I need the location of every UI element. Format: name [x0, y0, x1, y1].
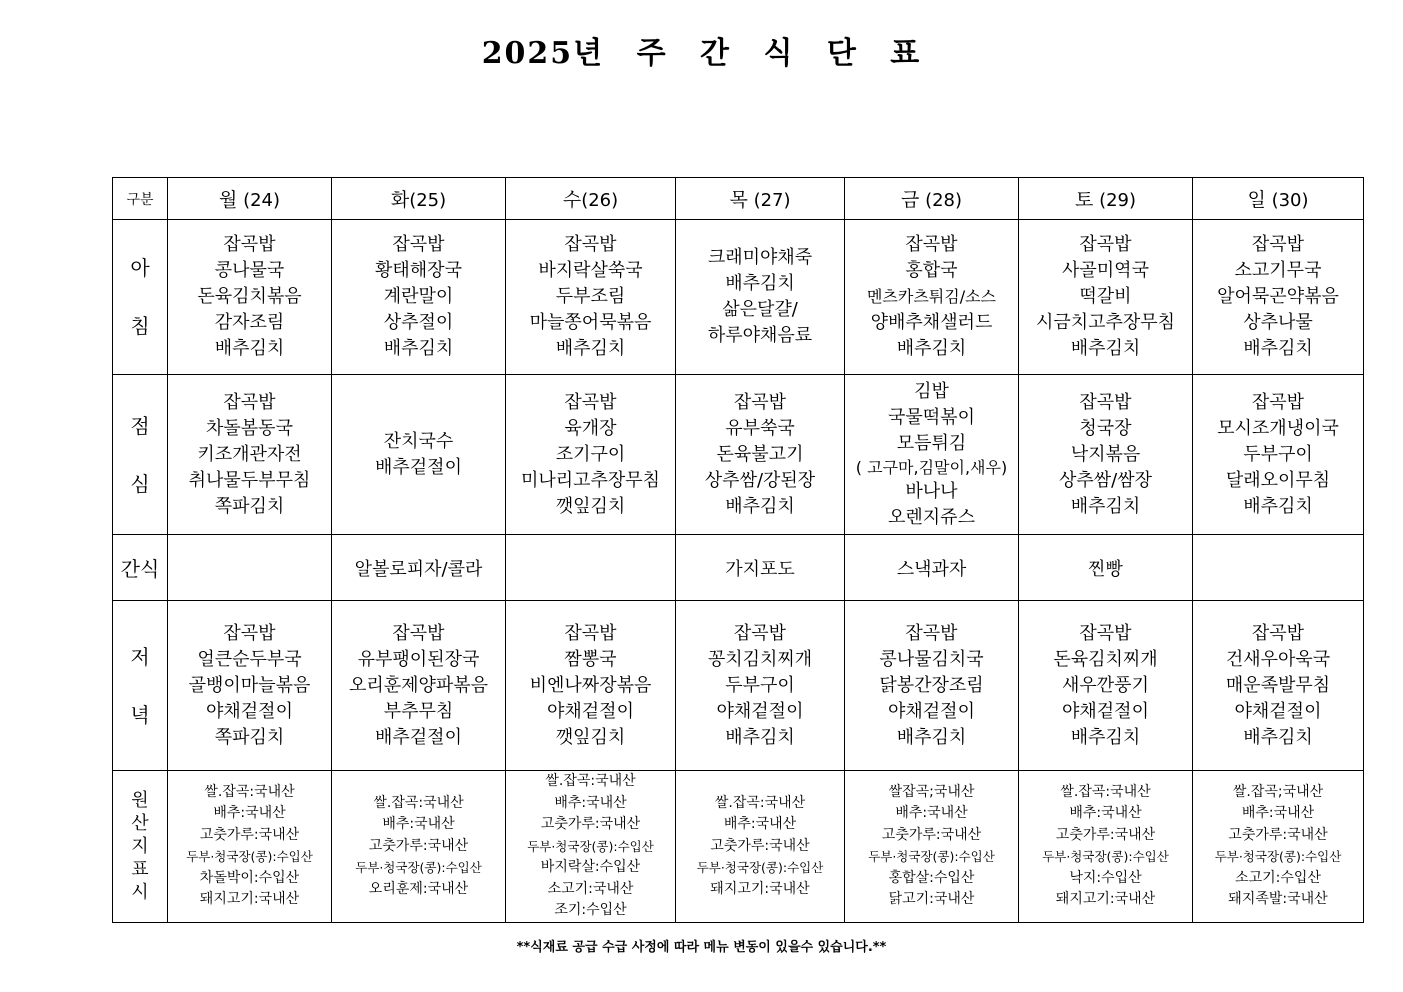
origin-row [113, 771, 1364, 923]
menu-item: 육개장 [564, 417, 617, 439]
row-label-char: 침 [130, 314, 150, 338]
breakfast-cell [676, 220, 845, 375]
menu-item: 잡곡밥 [1079, 622, 1132, 644]
breakfast-cell [845, 220, 1019, 375]
row-label-char: 지 [131, 835, 149, 857]
origin-cell [845, 771, 1019, 923]
snack-cell: 스낵과자 [845, 535, 1019, 601]
origin-cell [676, 771, 845, 923]
menu-item: 꽁치김치찌개 [707, 648, 813, 670]
menu-item: 두부조림 [555, 286, 626, 307]
origin-item: 쌀잡곡;국내산 [888, 783, 975, 800]
row-label-char: 원 [131, 789, 149, 811]
lunch-cell [168, 375, 332, 535]
menu-item: 새우깐풍기 [1062, 674, 1149, 696]
origin-item: 닭고기:국내산 [888, 891, 975, 908]
day-header [1019, 178, 1193, 220]
dinner-cell [845, 601, 1019, 771]
menu-item: 야채겉절이 [716, 700, 804, 722]
weekly-menu-table [112, 177, 1364, 923]
menu-item: 야채겉절이 [1234, 700, 1322, 722]
snack-cell [1193, 535, 1364, 601]
menu-item: 바나나 [905, 480, 958, 502]
menu-item: 상추나물 [1243, 312, 1313, 333]
menu-item: 잡곡밥 [564, 234, 617, 255]
menu-item: 잔치국수 [383, 430, 454, 452]
menu-item: 배추김치 [896, 726, 967, 748]
menu-item: 배추김치 [725, 726, 795, 748]
menu-item: 하루야채음료 [707, 325, 813, 346]
menu-item: 깻잎김치 [555, 726, 626, 748]
menu-item: 달래오이무침 [1225, 469, 1331, 491]
origin-item: 고춧가루:국내산 [199, 826, 300, 843]
dinner-label [113, 601, 168, 771]
lunch-label [113, 375, 168, 535]
menu-item: 두부구이 [725, 674, 795, 696]
menu-item: 상추절이 [383, 312, 454, 333]
menu-item: 김밥 [914, 380, 949, 402]
menu-item: 모듬튀김 [896, 432, 967, 454]
menu-item: 콩나물김치국 [879, 648, 984, 670]
menu-item: 배추겉절이 [375, 726, 462, 748]
row-label-char: 표 [131, 858, 149, 880]
menu-item: ( 고구마,김말이,새우) [855, 457, 1008, 477]
menu-item: 배추김치 [1070, 338, 1141, 359]
snack-label: 간식 [113, 535, 168, 601]
origin-item: 쌀.잡곡:국내산 [545, 773, 636, 789]
menu-item: 소고기무국 [1234, 260, 1322, 281]
menu-item: 잡곡밥 [564, 622, 617, 644]
origin-label [113, 771, 168, 923]
menu-item: 낙지볶음 [1070, 443, 1141, 465]
menu-item: 배추김치 [1243, 338, 1313, 359]
menu-item: 배추김치 [214, 338, 285, 359]
snack-cell: 가지포도 [676, 535, 845, 601]
row-label-char: 녁 [130, 702, 150, 727]
menu-item: 잡곡밥 [905, 622, 958, 644]
dinner-cell [332, 601, 506, 771]
origin-item: 쌀.잡곡:국내산 [373, 794, 464, 811]
origin-item: 돼지족발:국내산 [1228, 891, 1328, 908]
breakfast-cell [332, 220, 506, 375]
dinner-cell [676, 601, 845, 771]
origin-item: 고춧가루:국내산 [710, 837, 810, 854]
origin-item: 홍합살:수입산 [888, 869, 975, 886]
origin-item: 돼지고기:국내산 [1055, 891, 1156, 908]
page-title: 2025년 주 간 식 단 표 [481, 36, 922, 71]
menu-item: 바지락살쑥국 [538, 260, 643, 281]
origin-item: 배추:국내산 [554, 794, 627, 811]
day-header [506, 178, 676, 220]
menu-item: 멘츠카츠튀김/소스 [866, 287, 997, 306]
origin-item: 돼지고기:국내산 [199, 891, 300, 908]
menu-item: 깻잎김치 [555, 495, 626, 517]
menu-item: 배추김치 [725, 495, 795, 517]
menu-item: 황태해장국 [375, 260, 462, 281]
day-date: (25) [409, 190, 447, 211]
menu-item: 닭봉간장조림 [879, 674, 984, 696]
menu-item: 유부쑥국 [725, 417, 795, 439]
breakfast-cell [168, 220, 332, 375]
origin-item: 고춧가루:국내산 [540, 816, 641, 832]
menu-item: 청국장 [1079, 417, 1132, 439]
day-header [676, 178, 845, 220]
breakfast-cell [506, 220, 676, 375]
footnote: **식재료 공급 수급 사정에 따라 메뉴 변동이 있을수 있습니다.** [516, 940, 887, 955]
menu-item: 잡곡밥 [1251, 391, 1305, 413]
menu-item: 잡곡밥 [223, 391, 276, 413]
origin-item: 차돌박이:수입산 [199, 869, 300, 886]
origin-item: 배추:국내산 [1241, 805, 1315, 822]
origin-item: 두부·청국장(콩):수입산 [527, 838, 654, 854]
menu-item: 잡곡밥 [392, 234, 445, 255]
menu-item: 잡곡밥 [733, 622, 787, 644]
menu-item: 배추김치 [1070, 495, 1141, 517]
menu-item: 돈육김치찌개 [1053, 648, 1158, 670]
menu-item: 야채겉절이 [1062, 700, 1149, 722]
menu-item: 상추쌈/쌈장 [1058, 469, 1152, 491]
menu-item: 계란말이 [383, 286, 454, 307]
menu-item: 배추김치 [555, 338, 626, 359]
menu-item: 잡곡밥 [1079, 391, 1132, 413]
day-name: 월 [218, 189, 238, 211]
breakfast-cell [1193, 220, 1364, 375]
day-date: (24) [243, 190, 281, 211]
menu-item: 비엔나짜장볶음 [529, 674, 652, 696]
menu-item: 오리훈제양파볶음 [348, 674, 489, 696]
menu-item: 잡곡밥 [564, 391, 617, 413]
lunch-cell [1193, 375, 1364, 535]
menu-item: 국물떡볶이 [888, 406, 975, 428]
menu-item: 배추김치 [1243, 726, 1313, 748]
menu-item: 돈육불고기 [716, 443, 804, 465]
origin-item: 배추:국내산 [382, 816, 455, 832]
menu-item: 알어묵곤약볶음 [1217, 286, 1339, 307]
menu-item: 야채겉절이 [206, 700, 293, 722]
origin-item: 돼지고기:국내산 [710, 880, 810, 897]
origin-cell [1193, 771, 1364, 923]
origin-item: 소고기:국내산 [547, 880, 634, 897]
menu-item: 사골미역국 [1062, 260, 1149, 281]
origin-item: 바지락살:수입산 [540, 859, 641, 875]
menu-item: 얼큰순두부국 [197, 648, 302, 670]
day-name: 수 [562, 189, 582, 211]
origin-item: 배추:국내산 [1069, 805, 1142, 822]
lunch-row [113, 375, 1364, 535]
origin-item: 낙지:수입산 [1069, 869, 1142, 886]
snack-cell [506, 535, 676, 601]
breakfast-cell [1019, 220, 1193, 375]
origin-item: 두부·청국장(콩):수입산 [696, 860, 824, 875]
dinner-cell [1019, 601, 1193, 771]
origin-item: 고춧가루:국내산 [1228, 826, 1328, 843]
origin-item: 두부·청국장(콩):수입산 [186, 849, 313, 865]
menu-item: 마늘쫑어묵볶음 [529, 312, 652, 333]
origin-item: 두부·청국장(콩):수입산 [1214, 849, 1342, 865]
menu-item: 잡곡밥 [223, 622, 276, 644]
origin-item: 배추:국내산 [723, 816, 797, 832]
day-date: (30) [1271, 190, 1309, 211]
day-name: 화 [390, 189, 410, 211]
origin-cell [1019, 771, 1193, 923]
menu-item: 잡곡밥 [1251, 622, 1305, 644]
menu-item: 쪽파김치 [214, 495, 285, 517]
menu-item: 잡곡밥 [733, 391, 787, 413]
origin-item: 쌀.잡곡:국내산 [204, 783, 295, 800]
menu-item: 콩나물국 [214, 260, 285, 281]
day-header [168, 178, 332, 220]
day-name: 토 [1074, 189, 1094, 211]
day-name: 금 [900, 189, 920, 211]
origin-item: 고춧가루:국내산 [368, 837, 469, 854]
menu-item: 잡곡밥 [1079, 234, 1132, 255]
row-label-char: 심 [130, 471, 150, 496]
menu-item: 배추김치 [1243, 495, 1313, 517]
menu-item: 유부팽이된장국 [357, 648, 480, 670]
menu-item: 매운족발무침 [1225, 674, 1331, 696]
menu-item: 감자조림 [214, 312, 285, 333]
menu-item: 조기구이 [555, 443, 626, 465]
day-header [332, 178, 506, 220]
menu-item: 삶은달걀/ [722, 299, 798, 320]
menu-item: 양배추채샐러드 [870, 312, 993, 333]
menu-item: 배추김치 [896, 338, 967, 359]
snack-cell [168, 535, 332, 601]
menu-item: 두부구이 [1243, 443, 1313, 465]
dinner-cell [1193, 601, 1364, 771]
menu-item: 잡곡밥 [1251, 234, 1305, 255]
menu-item: 부추무침 [383, 700, 454, 722]
menu-item: 잡곡밥 [905, 234, 958, 255]
menu-item: 돈육김치볶음 [197, 286, 302, 307]
origin-item: 두부·청국장(콩):수입산 [355, 860, 482, 875]
menu-item: 골뱅이마늘볶음 [188, 674, 311, 696]
origin-item: 조기:수입산 [554, 902, 627, 918]
row-label-char: 저 [130, 644, 150, 669]
lunch-cell [506, 375, 676, 535]
dinner-cell [168, 601, 332, 771]
day-name: 목 [729, 189, 748, 211]
menu-item: 배추겉절이 [375, 456, 462, 478]
lunch-cell [1019, 375, 1193, 535]
lunch-cell [676, 375, 845, 535]
menu-item: 야채겉절이 [888, 700, 975, 722]
origin-cell [506, 771, 676, 923]
breakfast-row [113, 220, 1364, 375]
menu-item: 키조개관자전 [197, 443, 302, 465]
corner-header: 구분 [113, 178, 168, 220]
menu-item: 배추김치 [1070, 726, 1141, 748]
snack-row [113, 535, 1364, 601]
row-label-char: 아 [130, 256, 150, 280]
origin-item: 쌀.잡곡;국내산 [1232, 783, 1324, 800]
snack-cell: 알볼로피자/콜라 [332, 535, 506, 601]
menu-item: 오렌지쥬스 [888, 506, 975, 528]
menu-item: 차돌봄동국 [206, 417, 293, 439]
day-date: (28) [925, 190, 963, 211]
dinner-cell [506, 601, 676, 771]
origin-item: 고춧가루:국내산 [1055, 826, 1156, 843]
menu-item: 잡곡밥 [392, 622, 445, 644]
menu-item: 홍합국 [905, 260, 958, 281]
menu-item: 시금치고추장무침 [1035, 312, 1176, 333]
day-header [845, 178, 1019, 220]
origin-item: 쌀.잡곡:국내산 [1060, 783, 1151, 800]
row-label-char: 시 [131, 881, 149, 903]
snack-cell: 찐빵 [1019, 535, 1193, 601]
row-label-char: 산 [131, 812, 149, 834]
origin-item: 두부·청국장(콩):수입산 [1042, 849, 1169, 865]
origin-cell [168, 771, 332, 923]
day-date: (26) [581, 190, 619, 211]
dinner-row [113, 601, 1364, 771]
header-row [113, 178, 1364, 220]
menu-item: 쪽파김치 [214, 726, 285, 748]
day-name: 일 [1247, 189, 1266, 211]
origin-cell [332, 771, 506, 923]
origin-item: 고춧가루:국내산 [881, 826, 982, 843]
menu-item: 배추김치 [383, 338, 454, 359]
menu-item: 야채겉절이 [547, 700, 634, 722]
menu-item: 잡곡밥 [223, 234, 276, 255]
day-date: (27) [753, 190, 791, 211]
breakfast-label [113, 220, 168, 375]
day-header [1193, 178, 1364, 220]
origin-item: 배추:국내산 [895, 805, 968, 822]
menu-item: 짬뽕국 [564, 648, 617, 670]
menu-item: 미나리고추장무침 [520, 469, 661, 491]
menu-item: 떡갈비 [1079, 286, 1132, 307]
origin-item: 소고기:수입산 [1235, 869, 1321, 886]
lunch-cell [845, 375, 1019, 535]
origin-item: 배추:국내산 [213, 805, 286, 822]
menu-item: 상추쌈/강된장 [704, 469, 816, 491]
row-label-char: 점 [130, 413, 150, 438]
menu-item: 크래미야채죽 [707, 247, 813, 268]
lunch-cell [332, 375, 506, 535]
menu-item: 취나물두부무침 [188, 469, 311, 491]
menu-item: 모시조개냉이국 [1217, 417, 1339, 439]
origin-item: 두부·청국장(콩):수입산 [868, 849, 995, 865]
menu-item: 건새우아욱국 [1225, 648, 1331, 670]
origin-item: 쌀.잡곡:국내산 [714, 794, 806, 811]
menu-item: 배추김치 [725, 273, 795, 294]
day-date: (29) [1099, 190, 1137, 211]
origin-item: 오리훈제:국내산 [368, 880, 469, 897]
